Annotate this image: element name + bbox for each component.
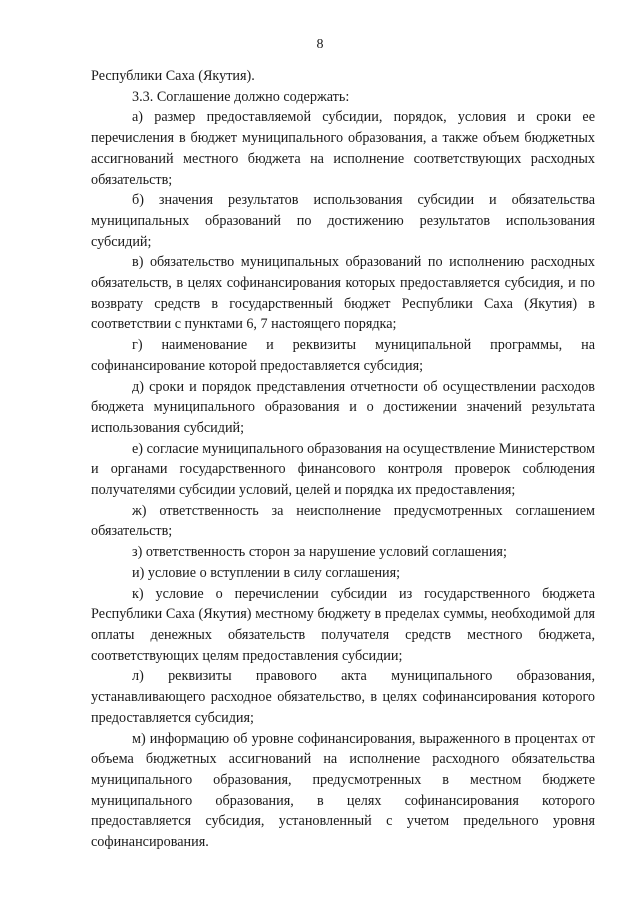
paragraph-continuation: Республики Саха (Якутия). <box>91 68 255 84</box>
page-number: 8 <box>316 37 324 52</box>
clause-item-b: б) значения результатов использования субсидии и обязательства муниципальных образований по достижению результатов использования субсидий; <box>91 192 595 250</box>
clause-item-d: д) сроки и порядок представления отчетности об осуществлении расходов бюджета муниципального образования и о достижении значений результата использования субсидий; <box>91 378 595 436</box>
clause-item-zh: ж) ответственность за неисполнение предусмотренных соглашением обязательств; <box>91 502 595 540</box>
clause-item-k: к) условие о перечислении субсидии из государственного бюджета Республики Саха (Якутия) местному бюджету в пределах суммы, необходимой для оплаты денежных обязательств получателя средств местного бюджета, соответствующих целям предоставления субсидии; <box>91 585 595 664</box>
clause-item-m: м) информацию об уровне софинансирования, выраженного в процентах от объема бюджетных ассигнований на исполнение расходного обязательства муниципального образования, предусмотренных в местном бюджете муниципального образования, в целях софинансирования которого предоставляется субсидия, установленный с учетом предельного уровня софинансирования. <box>91 730 595 851</box>
clause-item-g: г) наименование и реквизиты муниципальной программы, на софинансирование которой предоставляется субсидия; <box>91 337 595 374</box>
clause-3-3-heading: 3.3. Соглашение должно содержать: <box>132 88 350 105</box>
document-body <box>91 66 595 853</box>
clause-item-e: е) согласие муниципального образования на осуществление Министерством и органами государственного финансового контроля проверок соблюдения получателями субсидии условий, целей и порядка их предоставления; <box>91 440 595 499</box>
clause-item-a: а) размер предоставляемой субсидии, порядок, условия и сроки ее перечисления в бюджет муниципального образования, а также объем бюджетных ассигнований местного бюджета на исполнение соответствующих расходных обязательств; <box>91 109 595 188</box>
clause-item-i: и) условие о вступлении в силу соглашения; <box>132 564 401 581</box>
clause-item-z: з) ответственность сторон за нарушение условий соглашения; <box>132 544 507 561</box>
clause-item-v: в) обязательство муниципальных образований по исполнению расходных обязательств, в целях софинансирования которых предоставляется субсидия, и по возврату средств в государственный бюджет Республики Саха (Якутия) в соответствии с пунктами 6, 7 настоящего порядка; <box>91 254 595 333</box>
clause-item-l: л) реквизиты правового акта муниципального образования, устанавливающего расходное обязательство, в целях софинансирования которого предоставляется субсидия; <box>91 668 595 726</box>
